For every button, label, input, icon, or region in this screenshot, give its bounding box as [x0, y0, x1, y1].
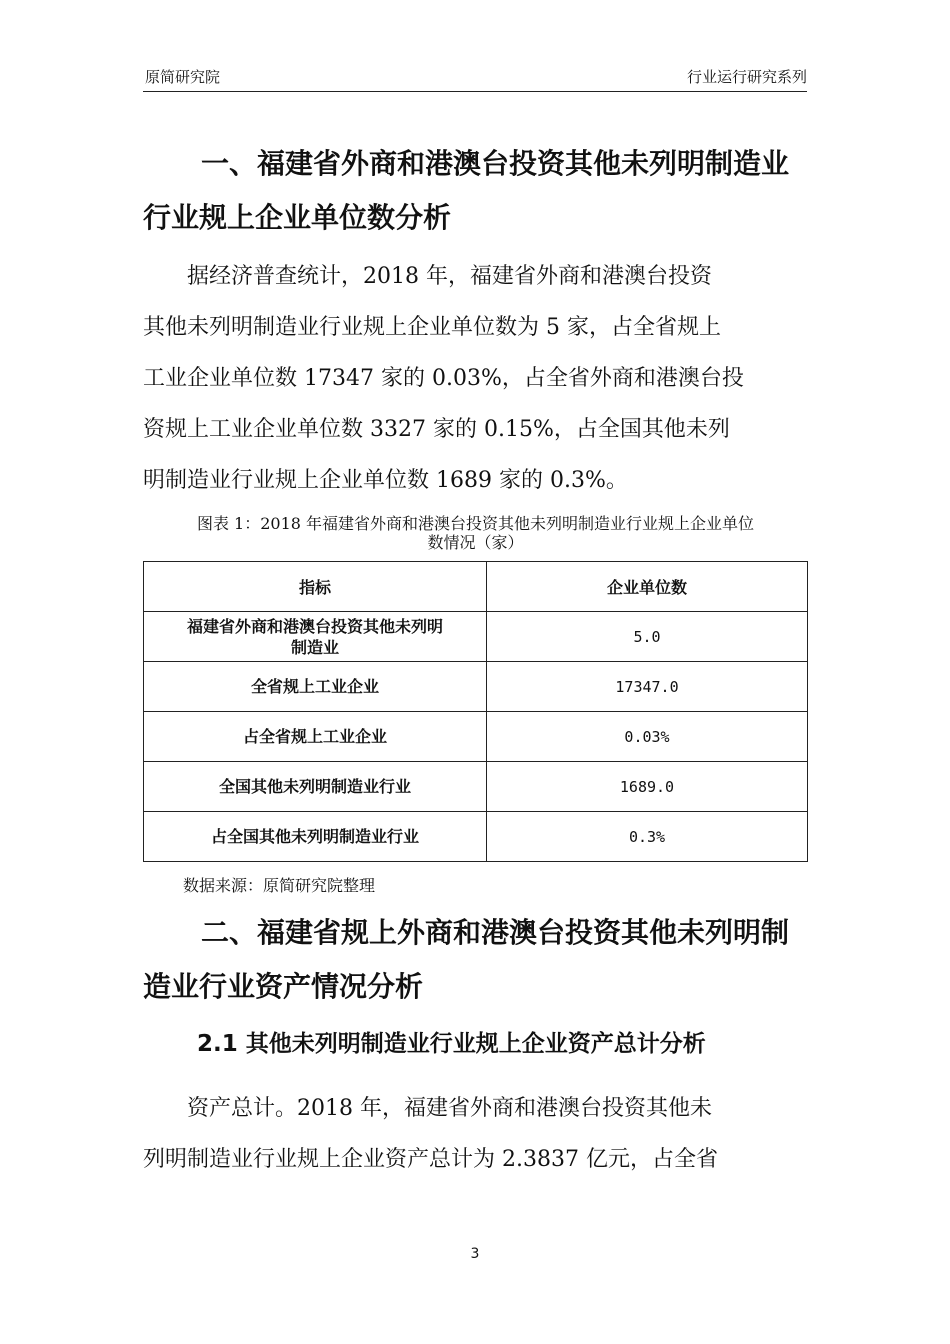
- table-row: [144, 662, 808, 712]
- table-row: [144, 812, 808, 862]
- section1-heading-line1: 一、福建省外商和港澳台投资其他未列明制造业: [201, 147, 790, 180]
- table-caption-line2: 数情况（家）: [427, 533, 524, 552]
- column-header-count: 企业单位数: [487, 562, 808, 612]
- row-value: 1689.0: [487, 762, 808, 812]
- row-value: 0.3%: [487, 812, 808, 862]
- table-row: [144, 712, 808, 762]
- table-caption-line1: 图表 1：2018 年福建省外商和港澳台投资其他未列明制造业行业规上企业单位: [196, 514, 755, 533]
- section2-subheading: 2.1 其他未列明制造业行业规上企业资产总计分析: [197, 1031, 706, 1057]
- section2-heading: [143, 906, 808, 1014]
- table-source: 数据来源：原简研究院整理: [183, 876, 376, 895]
- row-value: 0.03%: [487, 712, 808, 762]
- header-divider: [143, 91, 807, 92]
- paragraph-line: 资产总计。2018 年，福建省外商和港澳台投资其他未: [187, 1096, 712, 1121]
- row-label: [144, 612, 487, 662]
- header-org-name: 原简研究院: [145, 68, 221, 86]
- table-header-row: [144, 562, 808, 612]
- row-label: 占全省规上工业企业: [144, 712, 487, 762]
- section1-heading-line2: 行业规上企业单位数分析: [143, 201, 452, 234]
- row-label: 全省规上工业企业: [144, 662, 487, 712]
- paragraph-line: 资规上工业企业单位数 3327 家的 0.15%，占全国其他未列: [143, 417, 730, 442]
- row-label: 占全国其他未列明制造业行业: [144, 812, 487, 862]
- paragraph-line: 工业企业单位数 17347 家的 0.03%，占全省外商和港澳台投: [143, 366, 744, 391]
- data-table: [143, 561, 808, 862]
- paragraph-line: 明制造业行业规上企业单位数 1689 家的 0.3%。: [143, 468, 628, 493]
- row-value: 5.0: [487, 612, 808, 662]
- table-row: [144, 762, 808, 812]
- row-value: 17347.0: [487, 662, 808, 712]
- paragraph-line: 列明制造业行业规上企业资产总计为 2.3837 亿元，占全省: [143, 1147, 718, 1172]
- paragraph-line: 据经济普查统计，2018 年，福建省外商和港澳台投资: [187, 264, 712, 289]
- section1-paragraph: [143, 251, 808, 506]
- row-label: 全国其他未列明制造业行业: [144, 762, 487, 812]
- section1-heading: [143, 137, 808, 245]
- section2-heading-line1: 二、福建省规上外商和港澳台投资其他未列明制: [201, 916, 790, 949]
- header-series-name: 行业运行研究系列: [686, 68, 807, 86]
- section2-paragraph: [143, 1083, 808, 1185]
- column-header-indicator: 指标: [144, 562, 487, 612]
- section2-heading-line2: 造业行业资产情况分析: [143, 970, 424, 1003]
- row-label-line1: 福建省外商和港澳台投资其他未列明: [186, 616, 443, 636]
- page-number: 3: [470, 1246, 480, 1262]
- paragraph-line: 其他未列明制造业行业规上企业单位数为 5 家，占全省规上: [143, 315, 721, 340]
- row-label-line2: 制造业: [290, 637, 339, 657]
- table-row: [144, 612, 808, 662]
- table-caption: [143, 514, 808, 552]
